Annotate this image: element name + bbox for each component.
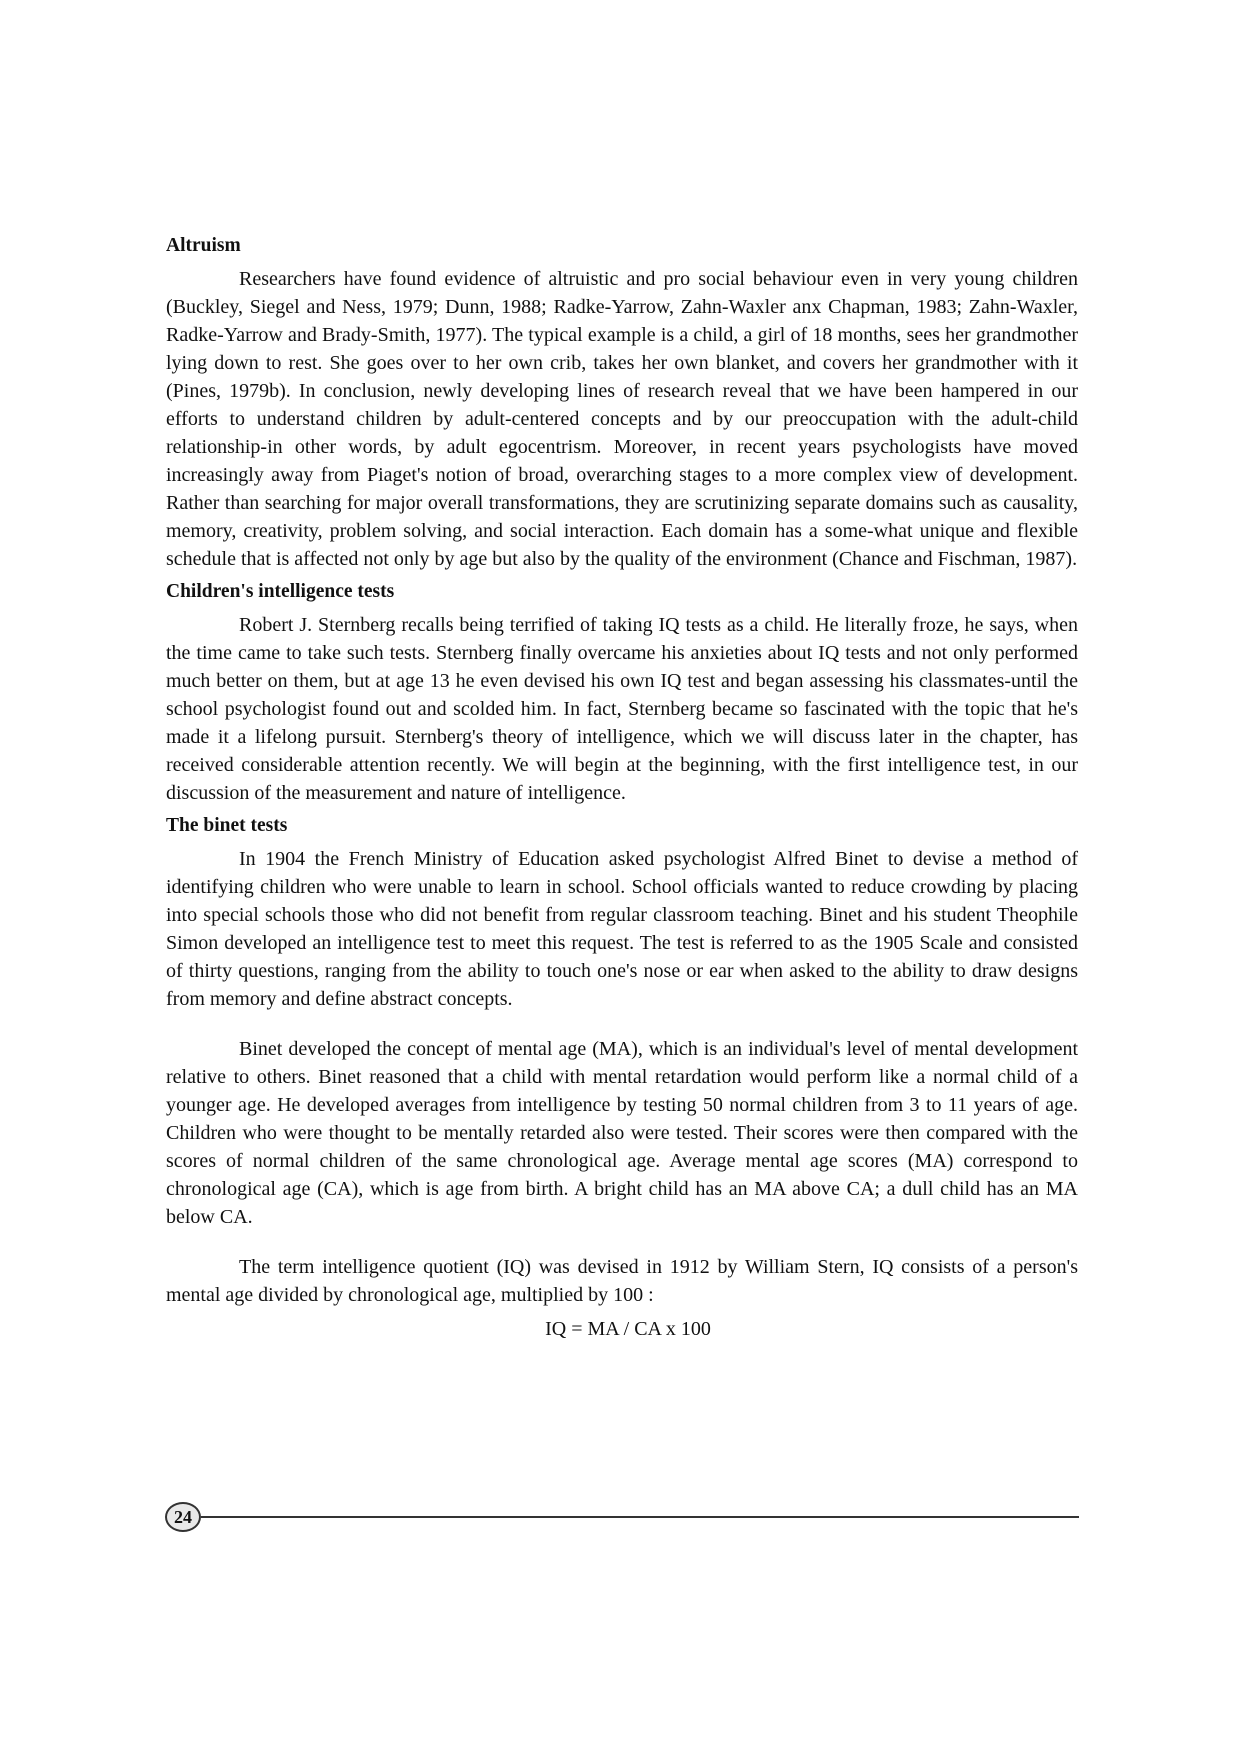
altruism-paragraph: Researchers have found evidence of altruistic and pro social behaviour even in very young children (Buckley, Siegel and Ness, 1979; Dunn, 1988; Radke-Yarrow, Zahn-Waxler anx Chapman, 1983; Zahn-Waxler, Radke-Yarrow and Brady-Smith, 1977). The typical example is a child, a girl of 18 months, sees her grandmother lying down to rest. She goes over to her own crib, takes her own blanket, and covers her grandmother with it (Pines, 1979b). In conclusion, newly developing lines of research reveal that we have been hampered in our efforts to understand children by adult-centered concepts and by our preoccupation with the adult-child relationship-in other words, by adult egocentrism. Moreover, in recent years psychologists have moved increasingly away from Piaget's notion of broad, overarching stages to a more complex view of development. Rather than searching for major overall transformations, they are scrutinizing separate domains such as causality, memory, creativity, problem solving, and social interaction. Each domain has a some-what unique and flexible schedule that is affected not only by age but also by the quality of the environment (Chance and Fischman, 1987).: [166, 268, 1078, 570]
binet-paragraph-1: In 1904 the French Ministry of Education asked psychologist Alfred Binet to devise a method of identifying children who were unable to learn in school. School officials wanted to reduce crowding by placing into special schools those who did not benefit from regular classroom teaching. Binet and his student Theophile Simon developed an intelligence test to meet this request. The test is referred to as the 1905 Scale and consisted of thirty questions, ranging from the ability to touch one's nose or ear when asked to the ability to draw designs from memory and define abstract concepts.: [166, 848, 1078, 1010]
page-content: [166, 232, 1078, 1343]
binet-paragraph-2: Binet developed the concept of mental age (MA), which is an individual's level of mental development relative to others. Binet reasoned that a child with mental retardation would perform like a normal child of a younger age. He developed averages from intelligence by testing 50 normal children from 3 to 11 years of age. Children who were thought to be mentally retarded also were tested. Their scores were then compared with the scores of normal children of the same chronological age. Average mental age scores (MA) correspond to chronological age (CA), which is age from birth. A bright child has an MA above CA; a dull child has an MA below CA.: [166, 1038, 1078, 1228]
page-number-badge: 24: [165, 1502, 201, 1532]
section-heading-intelligence-tests: Children's intelligence tests: [166, 581, 395, 602]
binet-paragraph-3: The term intelligence quotient (IQ) was devised in 1912 by William Stern, IQ consists of a person's mental age divided by chronological age, multiplied by 100 :: [166, 1256, 1078, 1306]
intelligence-tests-paragraph: Robert J. Sternberg recalls being terrified of taking IQ tests as a child. He literally froze, he says, when the time came to take such tests. Sternberg finally overcame his anxieties about IQ tests and not only performed much better on them, but at age 13 he even devised his own IQ test and began assessing his classmates-until the school psychologist found out and scolded him. In fact, Sternberg became so fascinated with the topic that he's made it a lifelong pursuit. Sternberg's theory of intelligence, which we will discuss later in the chapter, has received considerable attention recently. We will begin at the beginning, with the first intelligence test, in our discussion of the measurement and nature of intelligence.: [166, 614, 1078, 804]
page-footer: [165, 1502, 1079, 1534]
footer-divider-line: [201, 1516, 1079, 1518]
section-heading-altruism: Altruism: [166, 235, 241, 256]
iq-formula: IQ = MA / CA x 100: [545, 1318, 711, 1340]
section-heading-binet-tests: The binet tests: [166, 815, 288, 836]
